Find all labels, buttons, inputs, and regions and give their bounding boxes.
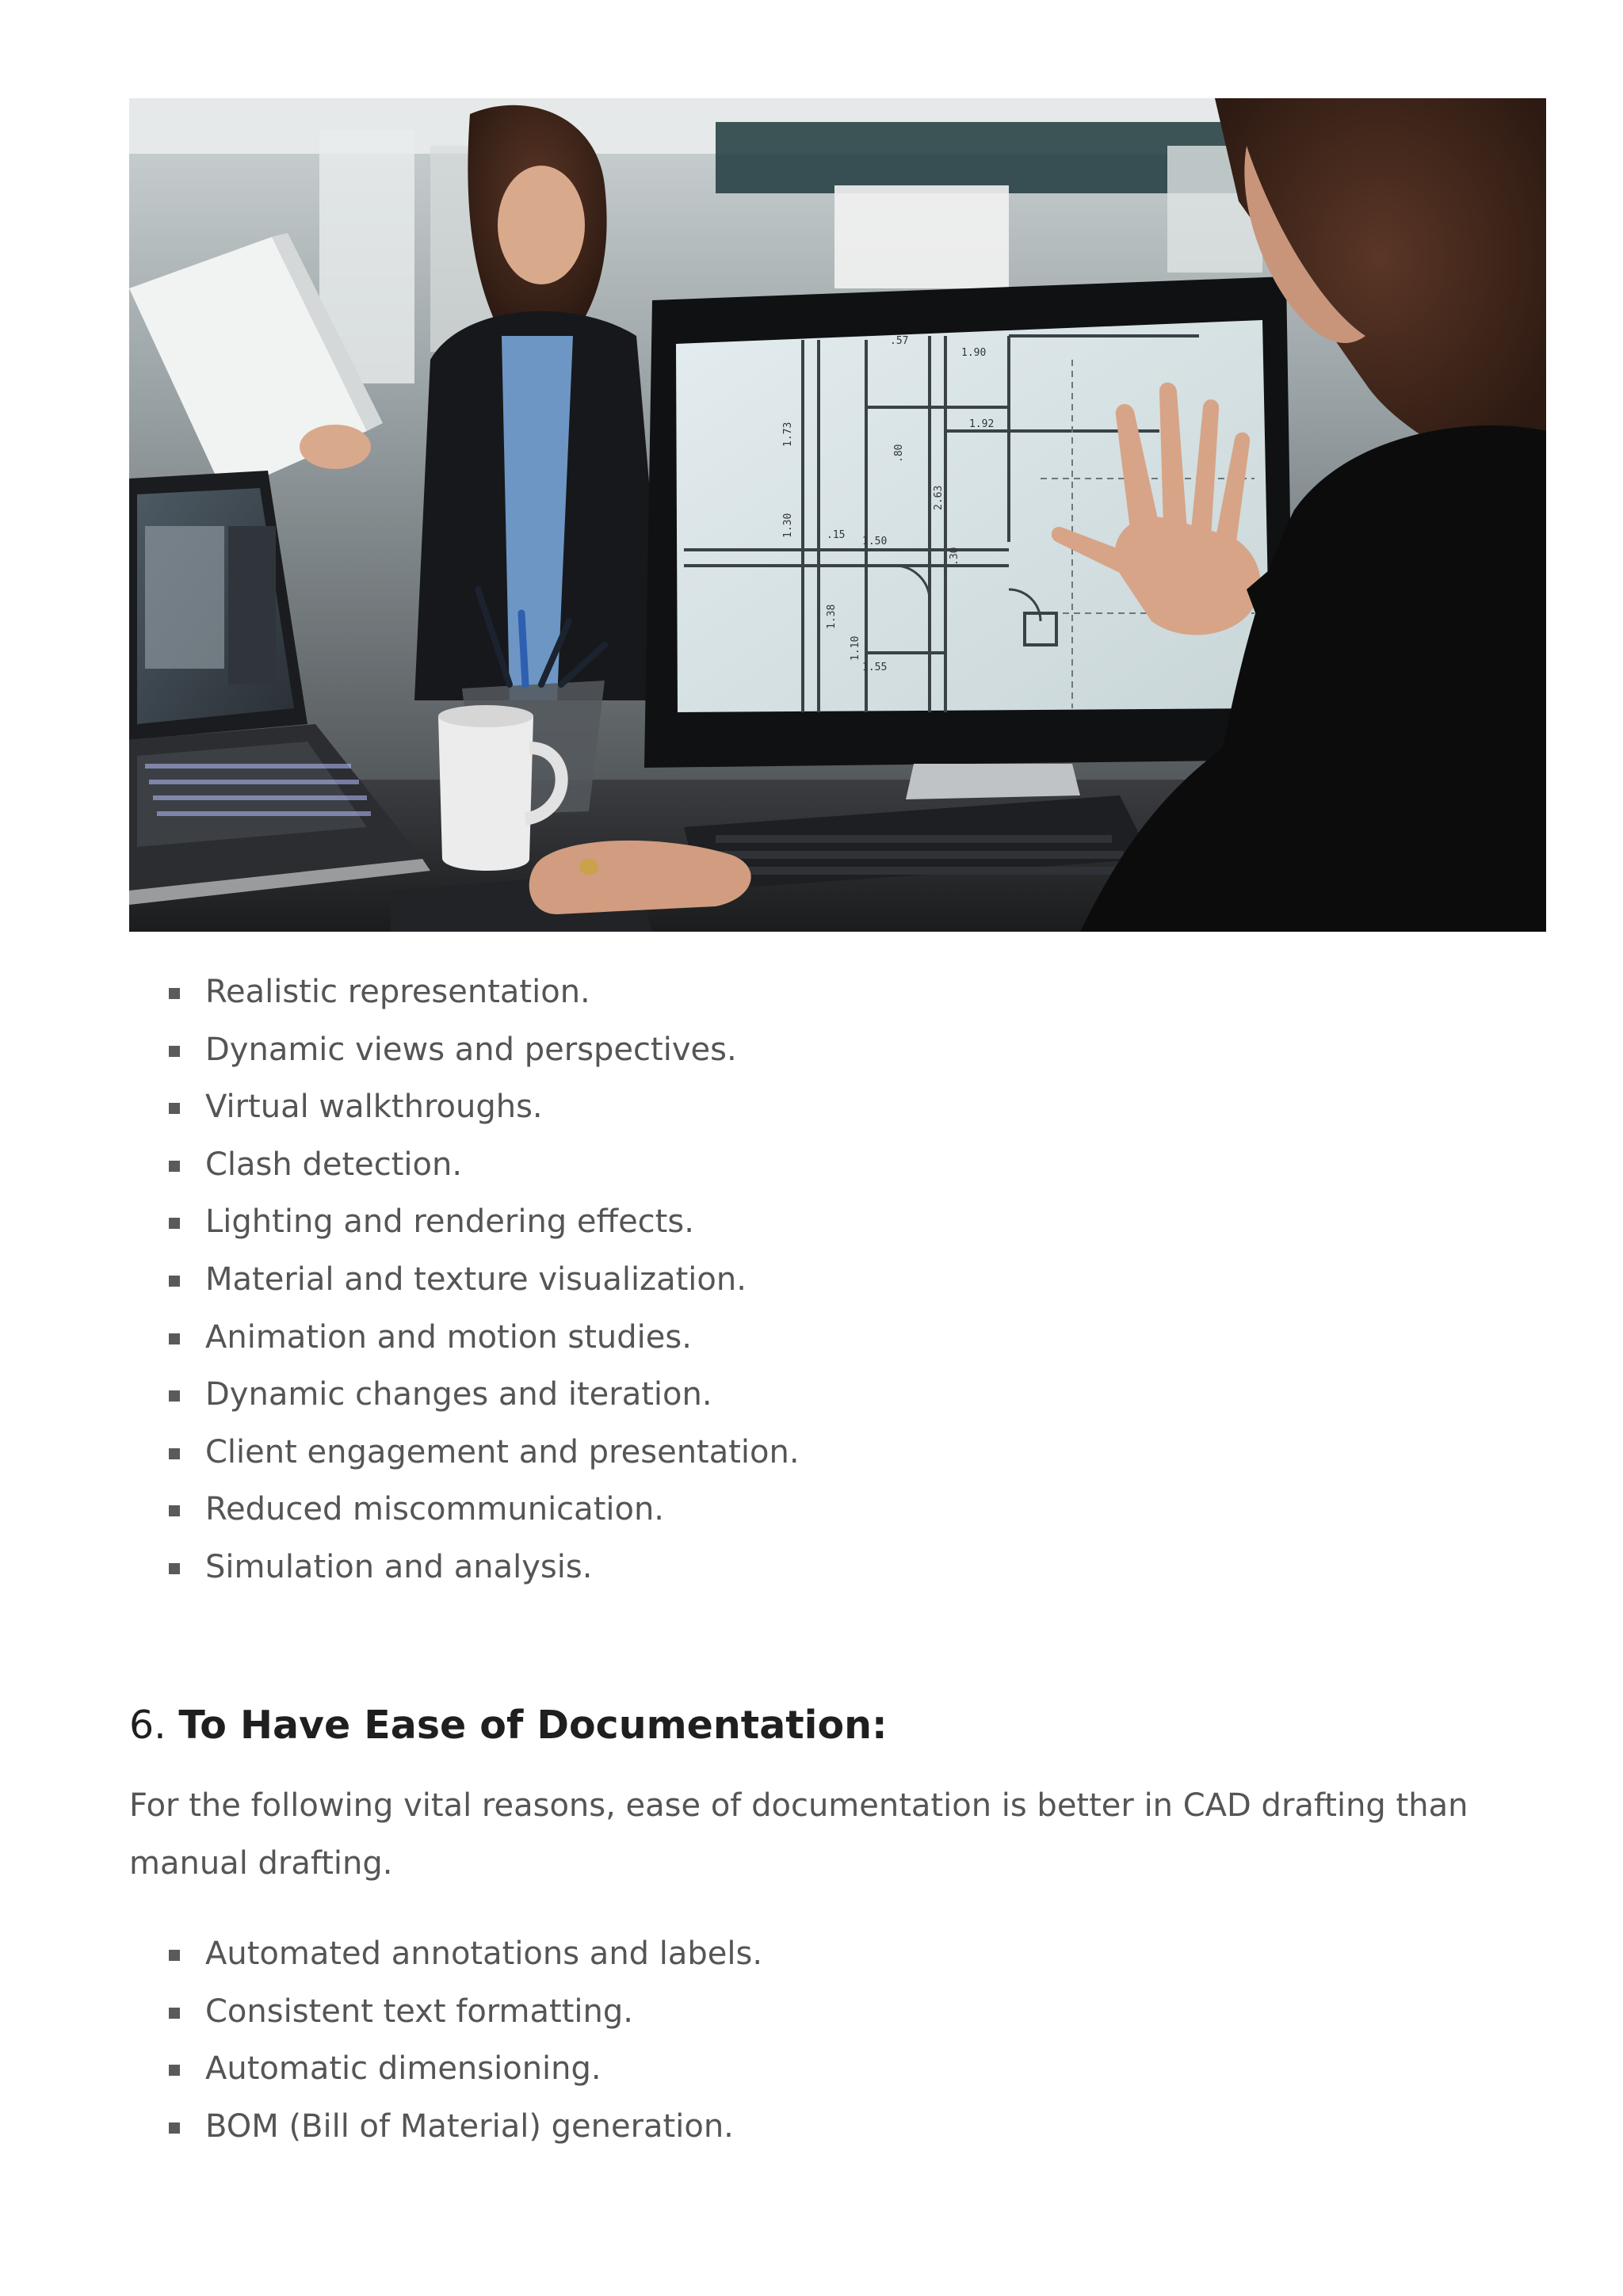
bullet-square-icon xyxy=(169,1505,180,1516)
bullet-square-icon xyxy=(169,2065,180,2076)
section-heading xyxy=(129,1694,888,1757)
cad-office-photo xyxy=(129,98,1546,932)
svg-text:2.63: 2.63 xyxy=(933,485,945,510)
bullet-square-icon xyxy=(169,1046,180,1057)
bullet-square-icon xyxy=(169,1161,180,1172)
svg-text:1.30: 1.30 xyxy=(782,513,794,538)
list-item: Dynamic views and perspectives. xyxy=(169,1021,800,1079)
bullet-square-icon xyxy=(169,2008,180,2019)
svg-text:.57: .57 xyxy=(890,335,909,347)
bullet-square-icon xyxy=(169,1563,180,1574)
bullet-square-icon xyxy=(169,1950,180,1961)
documentation-benefits-list xyxy=(169,1925,762,2155)
svg-text:1.92: 1.92 xyxy=(969,418,995,430)
svg-text:1.73: 1.73 xyxy=(782,421,794,447)
list-item: Dynamic changes and iteration. xyxy=(169,1366,800,1424)
svg-text:1.55: 1.55 xyxy=(862,662,888,673)
list-item: BOM (Bill of Material) generation. xyxy=(169,2098,762,2156)
list-item: Animation and motion studies. xyxy=(169,1309,800,1367)
bullet-square-icon xyxy=(169,1276,180,1287)
svg-text:1.90: 1.90 xyxy=(961,347,987,359)
bullet-square-icon xyxy=(169,1448,180,1459)
bullet-square-icon xyxy=(169,2122,180,2134)
svg-text:.80: .80 xyxy=(893,444,905,463)
list-item: Lighting and rendering effects. xyxy=(169,1193,800,1251)
list-item: Clash detection. xyxy=(169,1136,800,1194)
list-item: Material and texture visualization. xyxy=(169,1251,800,1309)
list-item: Client engagement and presentation. xyxy=(169,1424,800,1482)
svg-text:1.38: 1.38 xyxy=(826,604,838,629)
bullet-square-icon xyxy=(169,1333,180,1344)
list-item: Reduced miscommunication. xyxy=(169,1481,800,1539)
bullet-square-icon xyxy=(169,1218,180,1229)
svg-text:.15: .15 xyxy=(827,529,846,541)
bullet-square-icon xyxy=(169,1103,180,1114)
bullet-square-icon xyxy=(169,988,180,999)
section-paragraph: For the following vital reasons, ease of documentation is better in CAD drafting than manual drafting. xyxy=(129,1787,1468,1882)
list-item: Virtual walkthroughs. xyxy=(169,1078,800,1136)
list-item: Automatic dimensioning. xyxy=(169,2040,762,2098)
list-item: Automated annotations and labels. xyxy=(169,1925,762,1983)
svg-text:1.50: 1.50 xyxy=(862,536,888,547)
list-item: Simulation and analysis. xyxy=(169,1539,800,1596)
list-item: Realistic representation. xyxy=(169,963,800,1021)
visualization-benefits-list xyxy=(169,963,800,1596)
svg-text:.30: .30 xyxy=(949,547,960,566)
bullet-square-icon xyxy=(169,1390,180,1402)
list-item: Consistent text formatting. xyxy=(169,1983,762,2041)
section-title: To Have Ease of Documentation: xyxy=(178,1703,888,1748)
section-number: 6. xyxy=(129,1703,166,1748)
svg-text:1.10: 1.10 xyxy=(850,635,861,661)
